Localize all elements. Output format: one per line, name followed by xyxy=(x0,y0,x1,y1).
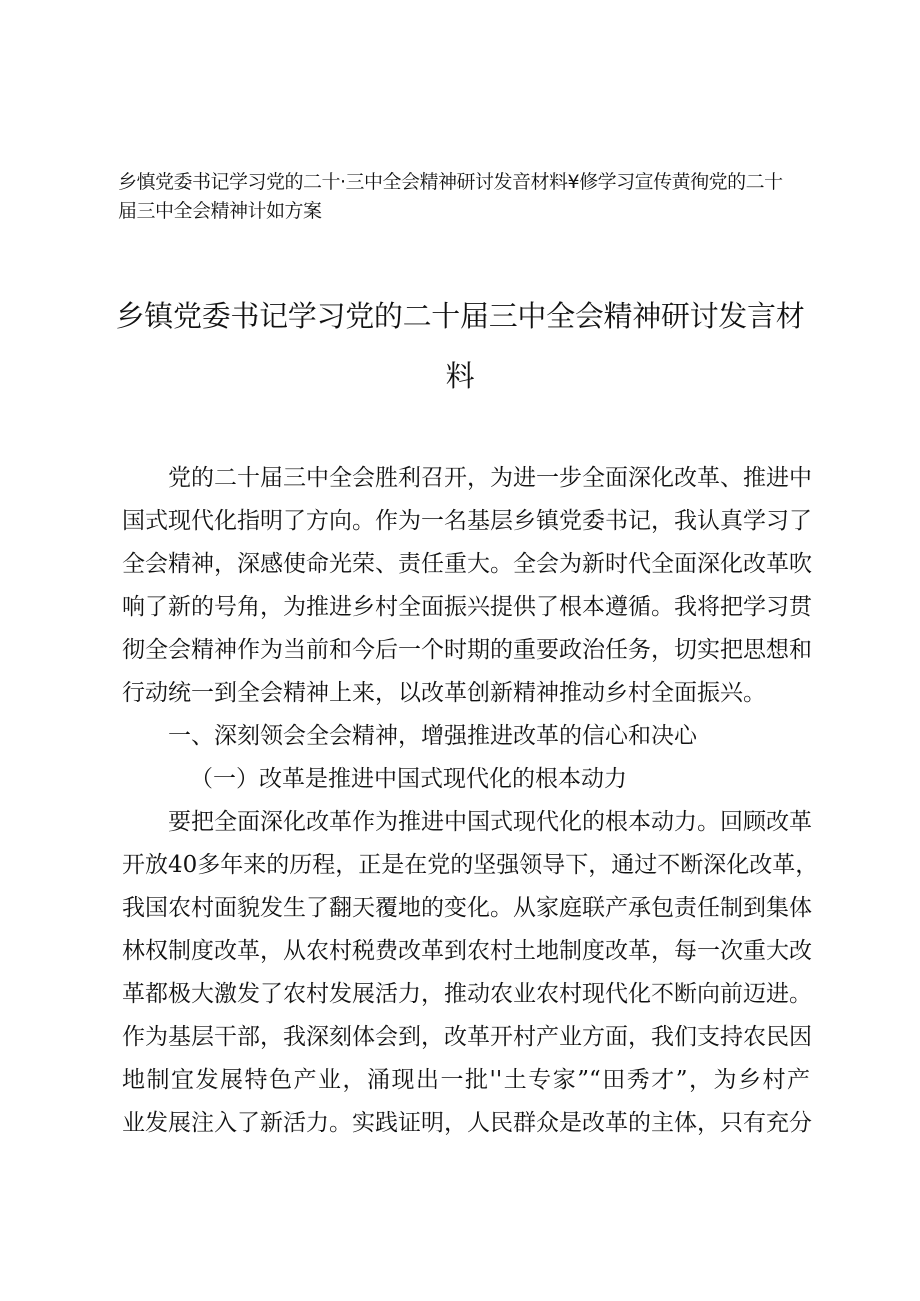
paragraph-line: 要把全面深化改革作为推进中国式现代化的根本动力。回顾改革 xyxy=(168,809,812,835)
paragraph-line: 业发展注入了新活力。实践证明，人民群众是改革的主体，只有充分 xyxy=(122,1110,812,1136)
subsection-heading-1: （一）改革是推进中国式现代化的根本动力 xyxy=(190,766,627,792)
paragraph-line: 革都极大激发了农村发展活力，推动农业农村现代化不断向前迈进。 xyxy=(122,981,812,1007)
section-heading-1: 一、深刻领会全会精神，增强推进改革的信心和决心 xyxy=(168,723,697,749)
paragraph-line: 国式现代化指明了方向。作为一名基层乡镇党委书记，我认真学习了 xyxy=(122,508,812,534)
paragraph-line: 行动统一到全会精神上来，以改革创新精神推动乡村全面振兴。 xyxy=(122,680,766,706)
header-title-line-1: 乡慎党委书记学习党的二十·三中全会精神研讨发音材料¥修学习宣传黄徇党的二十 xyxy=(118,171,783,193)
document-title-line-1: 乡镇党委书记学习党的二十届三中全会精神研讨发言材 xyxy=(115,299,805,333)
paragraph-line: 林权制度改革，从农村税费改革到农村土地制度改革，每一次重大改 xyxy=(122,938,812,964)
paragraph-line: 彻全会精神作为当前和今后一个时期的重要政治任务，切实把思想和 xyxy=(122,637,812,663)
paragraph-line: 党的二十届三中全会胜利召开，为进一步全面深化改革、推进中 xyxy=(168,465,812,491)
paragraph-line: 全会精神，深感使命光荣、责任重大。全会为新时代全面深化改革吹 xyxy=(122,551,812,577)
paragraph-line: 开放40多年来的历程，正是在党的坚强领导下，通过不断深化改革， xyxy=(122,852,819,878)
paragraph-line: 作为基层干部，我深刻体会到，改革开村产业方面，我们支持农民因 xyxy=(122,1024,812,1050)
paragraph-line: 我国农村面貌发生了翻天覆地的变化。从家庭联产承包责任制到集体 xyxy=(122,895,812,921)
header-title-line-2: 届三中全会精神计如方案 xyxy=(118,200,322,222)
paragraph-line: 地制宜发展特色产业，涌现出一批''土专家”“田秀才”，为乡村产 xyxy=(122,1067,810,1093)
paragraph-line: 响了新的号角，为推进乡村全面振兴提供了根本遵循。我将把学习贯 xyxy=(122,594,812,620)
document-title-line-2: 料 xyxy=(445,359,475,393)
